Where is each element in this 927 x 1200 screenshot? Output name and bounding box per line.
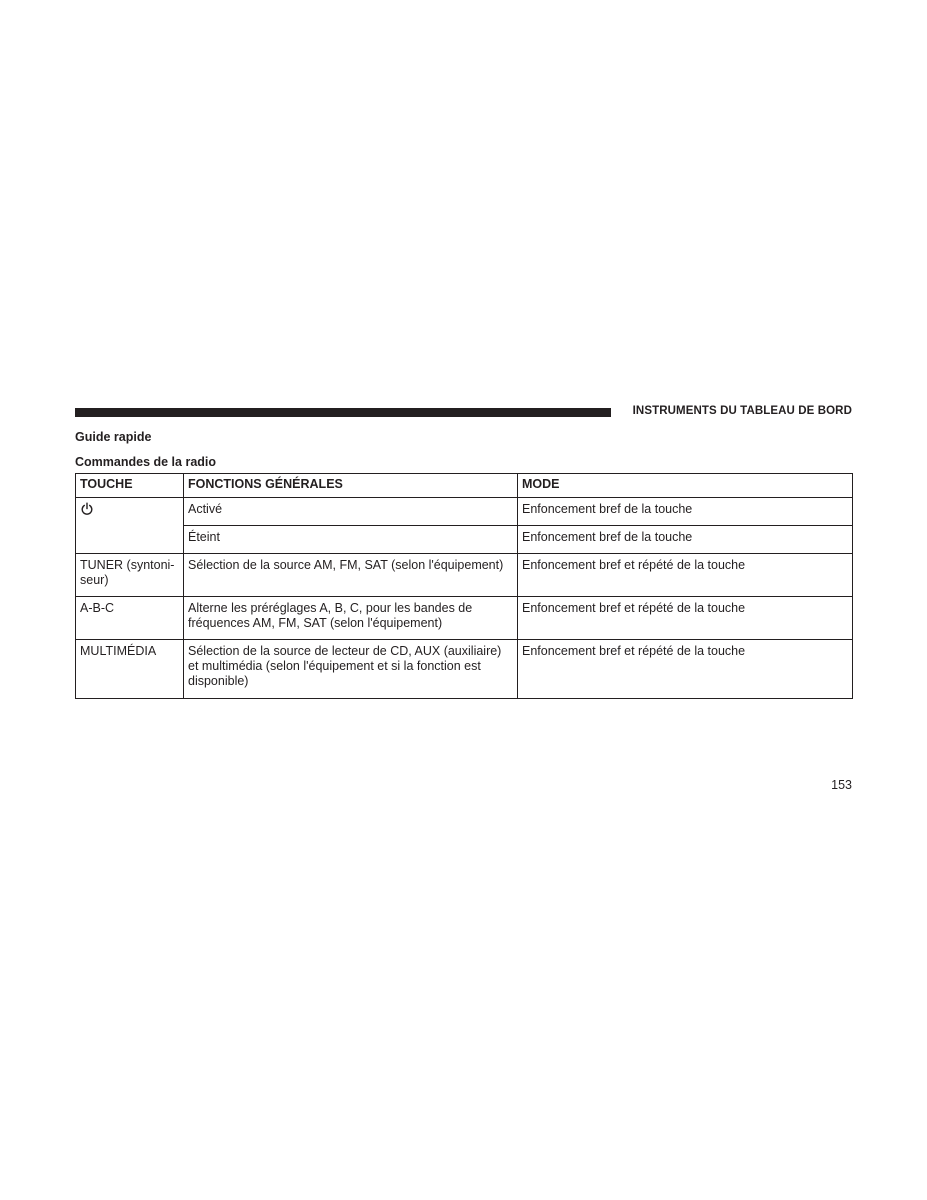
guide-heading: Guide rapide	[75, 430, 152, 444]
key-cell: TUNER (syntoni-seur)	[76, 554, 184, 597]
mode-cell: Enfoncement bref de la touche	[518, 526, 853, 554]
column-header-key: TOUCHE	[76, 474, 184, 498]
page-number: 153	[831, 778, 852, 792]
table-row	[76, 526, 853, 554]
column-header-mode: MODE	[518, 474, 853, 498]
function-cell: Activé	[184, 498, 518, 526]
function-cell: Sélection de la source AM, FM, SAT (selon l'équipement)	[184, 554, 518, 597]
mode-cell: Enfoncement bref de la touche	[518, 498, 853, 526]
table-row	[76, 554, 853, 597]
header-rule	[75, 408, 611, 417]
function-cell: Alterne les préréglages A, B, C, pour les bandes de fréquences AM, FM, SAT (selon l'équipement)	[184, 597, 518, 640]
function-cell: Éteint	[184, 526, 518, 554]
function-cell: Sélection de la source de lecteur de CD, AUX (auxiliaire) et multimédia (selon l'équipement et si la fonction est disponible)	[184, 640, 518, 699]
table-row	[76, 640, 853, 699]
table-row	[76, 498, 853, 526]
section-title: INSTRUMENTS DU TABLEAU DE BORD	[632, 405, 852, 417]
radio-controls-table	[75, 473, 853, 699]
power-icon	[80, 502, 94, 516]
column-header-functions: FONCTIONS GÉNÉRALES	[184, 474, 518, 498]
table-header-row	[76, 474, 853, 498]
radio-commands-heading: Commandes de la radio	[75, 455, 217, 469]
key-cell: MULTIMÉDIA	[76, 640, 184, 699]
table-row	[76, 597, 853, 640]
key-cell: A-B-C	[76, 597, 184, 640]
mode-cell: Enfoncement bref et répété de la touche	[518, 554, 853, 597]
key-cell-power	[76, 498, 184, 554]
mode-cell: Enfoncement bref et répété de la touche	[518, 640, 853, 699]
mode-cell: Enfoncement bref et répété de la touche	[518, 597, 853, 640]
